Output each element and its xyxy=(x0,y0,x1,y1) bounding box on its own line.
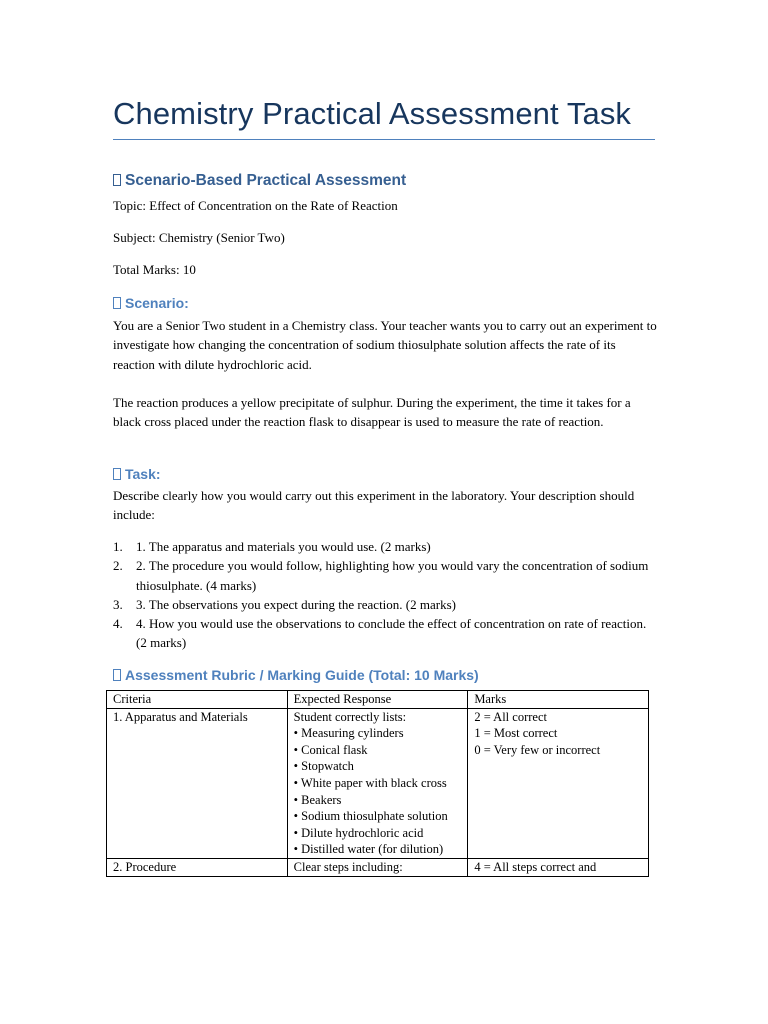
table-row xyxy=(107,708,649,858)
title-underline xyxy=(113,139,655,140)
checklist-icon xyxy=(113,669,121,681)
response-line: • Measuring cylinders xyxy=(293,726,404,741)
expected-response-cell: Clear steps including: xyxy=(287,858,468,876)
task-item-number: 3. xyxy=(113,596,123,612)
scenario-heading-text: Scenario: xyxy=(125,295,189,311)
response-line: • Dilute hydrochloric acid xyxy=(293,825,424,840)
task-heading-text: Task: xyxy=(125,466,161,482)
response-line: • White paper with black cross xyxy=(293,775,447,790)
rubric-heading-text: Assessment Rubric / Marking Guide (Total: 10 Marks) xyxy=(125,667,479,683)
header-marks: Marks xyxy=(468,691,649,709)
response-line: • Stopwatch xyxy=(293,759,354,774)
marks-line: 1 = Most correct xyxy=(474,726,558,741)
task-item-number: 4. xyxy=(113,616,123,632)
section-heading-text: Scenario-Based Practical Assessment xyxy=(125,172,407,189)
scenario-heading xyxy=(113,295,189,311)
expected-response-cell xyxy=(287,708,468,858)
scenario-paragraph-2: The reaction produces a yellow precipitate of sulphur. During the experiment, the time it takes for a black cross placed under the reaction flask to disappear is used to measure the rate of reaction. xyxy=(113,395,631,430)
rubric-heading xyxy=(113,667,479,683)
task-intro: Describe clearly how you would carry out this experiment in the laboratory. Your description should include: xyxy=(113,488,635,523)
task-heading xyxy=(113,466,161,482)
table-header-row xyxy=(107,691,649,709)
document-title: Chemistry Practical Assessment Task xyxy=(113,96,632,131)
table-row xyxy=(107,858,649,876)
task-item xyxy=(113,537,658,556)
flask-icon xyxy=(113,297,121,309)
task-list xyxy=(113,537,658,653)
header-criteria: Criteria xyxy=(107,691,288,709)
marks-line: 0 = Very few or incorrect xyxy=(474,742,601,757)
task-item-text: 2. The procedure you would follow, highlighting how you would vary the concentration of sodium thiosulphate. (4 marks) xyxy=(136,558,649,593)
marks-line: 2 = All correct xyxy=(474,709,547,724)
response-line: Student correctly lists: xyxy=(293,709,407,724)
task-item-text: 1. The apparatus and materials you would use. (2 marks) xyxy=(136,539,431,554)
header-expected-response: Expected Response xyxy=(287,691,468,709)
task-item xyxy=(113,614,658,653)
criteria-cell: 2. Procedure xyxy=(107,858,288,876)
clipboard-icon xyxy=(113,174,121,186)
task-item xyxy=(113,595,658,614)
task-item-number: 1. xyxy=(113,539,123,554)
response-line: • Distilled water (for dilution) xyxy=(293,842,444,857)
task-item-number: 2. xyxy=(113,558,123,574)
topic-line: Topic: Effect of Concentration on the Rate of Reaction xyxy=(113,198,398,213)
marks-cell xyxy=(468,708,649,858)
response-line: • Beakers xyxy=(293,792,342,807)
marks-cell: 4 = All steps correct and xyxy=(468,858,649,876)
subject-line: Subject: Chemistry (Senior Two) xyxy=(113,230,285,245)
task-item xyxy=(113,556,658,595)
criteria-cell: 1. Apparatus and Materials xyxy=(107,708,288,858)
section-heading-assessment xyxy=(113,172,406,190)
pencil-icon xyxy=(113,468,121,480)
response-line: • Sodium thiosulphate solution xyxy=(293,809,448,824)
scenario-paragraph-1: You are a Senior Two student in a Chemistry class. Your teacher wants you to carry out an experiment to investigate how changing the concentration of sodium thiosulphate solution affects the rate of its reaction with dilute hydrochloric acid. xyxy=(113,318,657,372)
task-item-text: 4. How you would use the observations to conclude the effect of concentration on rate of reaction. (2 marks) xyxy=(136,616,647,651)
response-line: • Conical flask xyxy=(293,742,368,757)
total-marks-line: Total Marks: 10 xyxy=(113,262,196,277)
task-item-text: 3. The observations you expect during the reaction. (2 marks) xyxy=(136,596,456,612)
rubric-table xyxy=(106,690,649,877)
